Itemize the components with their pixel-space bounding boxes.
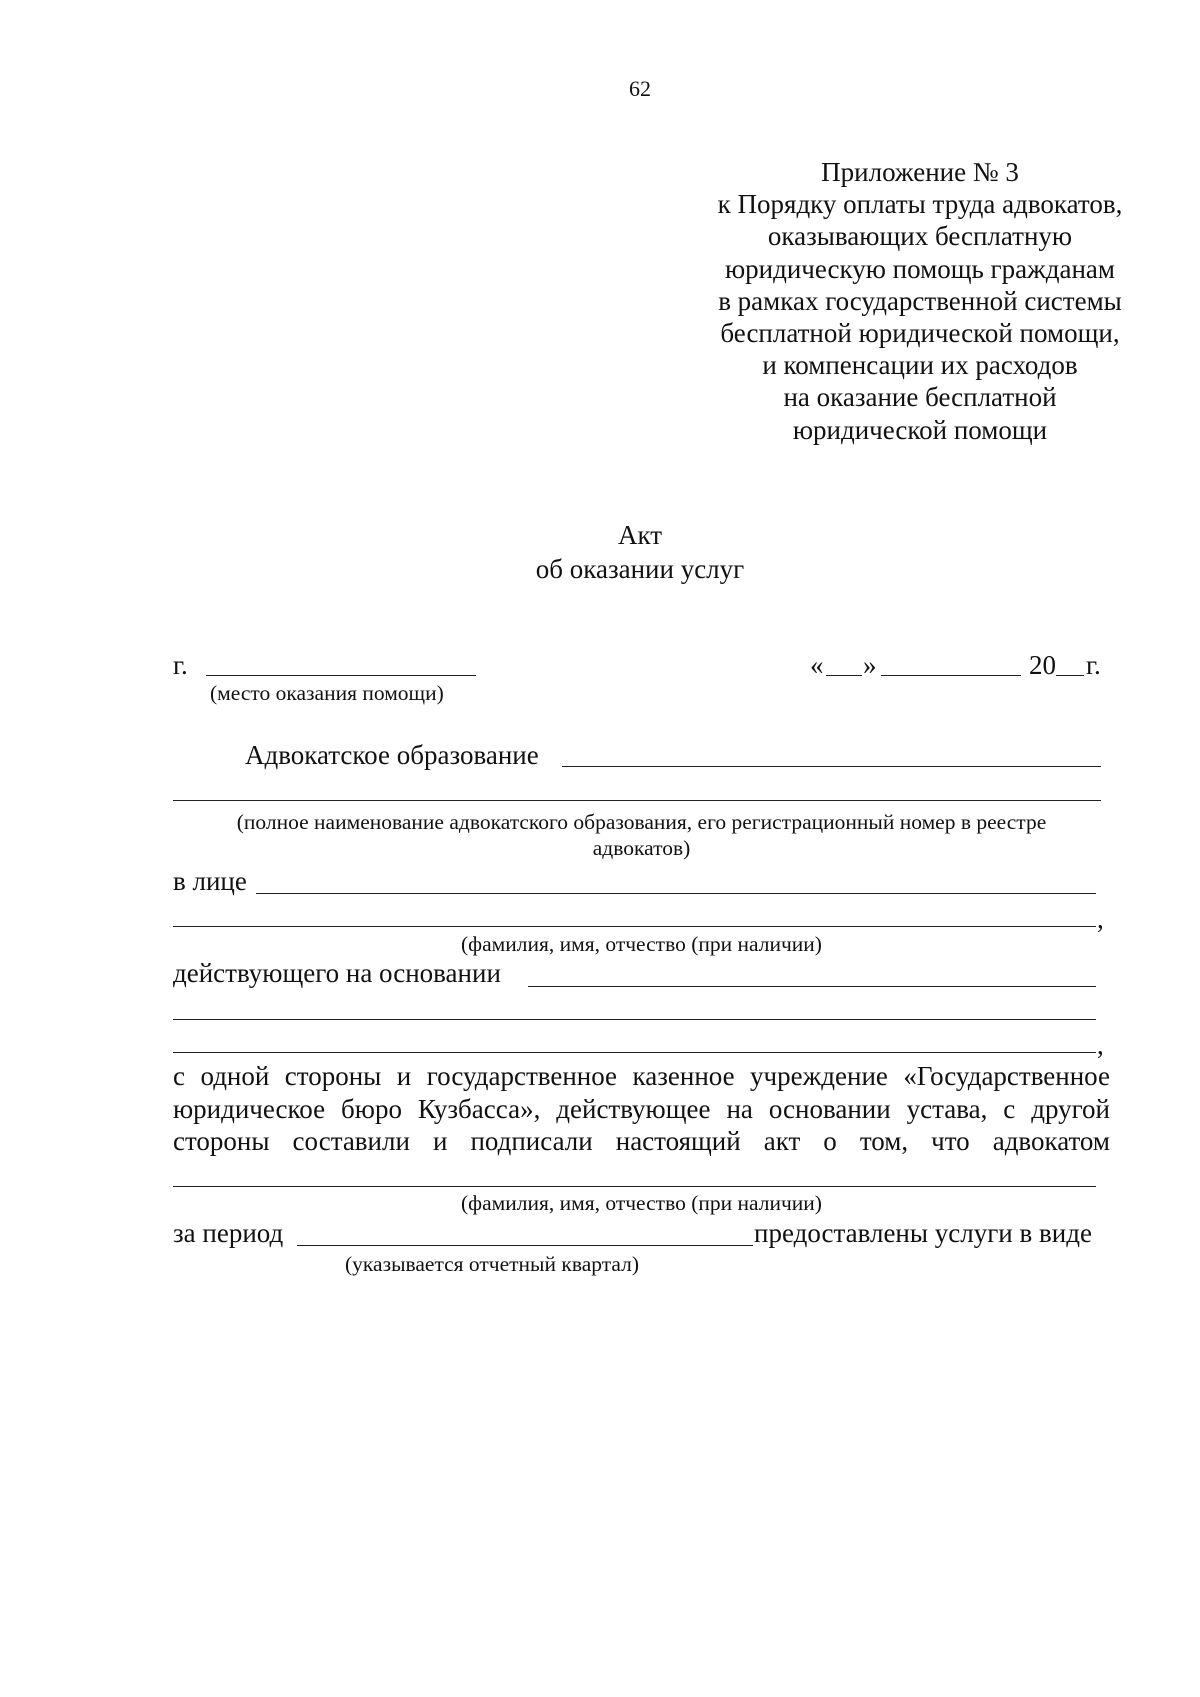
org-name-field[interactable]	[562, 766, 1101, 767]
person-label: в лице	[173, 866, 247, 896]
basis-label: действующего на основании	[173, 958, 501, 988]
year-field[interactable]	[1056, 675, 1084, 676]
appendix-line: оказывающих бесплатную	[767, 221, 1073, 252]
page-number: 62	[629, 76, 651, 101]
place-hint: (место оказания помощи)	[210, 681, 444, 705]
day-field[interactable]	[826, 675, 862, 676]
year-suffix: г.	[1086, 650, 1101, 680]
appendix-header	[660, 156, 1180, 446]
quote-open: «	[810, 650, 824, 680]
appendix-line: юридической помощи	[792, 414, 1048, 445]
person-field-continued[interactable]	[173, 926, 1096, 927]
org-name-field-continued[interactable]	[173, 800, 1101, 801]
org-hint: (полное наименование адвокатского образования, его регистрационный номер в реестре	[236, 810, 1047, 834]
document-title: Акт	[617, 520, 663, 550]
org-label: Адвокатское образование	[245, 740, 539, 770]
appendix-line: на оказание бесплатной	[783, 382, 1057, 413]
services-label: предоставлены услуги в виде	[754, 1218, 1092, 1248]
appendix-line: Приложение № 3	[821, 157, 1019, 187]
advocate-name-field[interactable]	[173, 1186, 1096, 1187]
appendix-line: бесплатной юридической помощи,	[720, 318, 1120, 349]
basis-field-continued-2[interactable]	[173, 1052, 1096, 1053]
appendix-line: в рамках государственной системы	[718, 285, 1122, 316]
fio-hint-2: (фамилия, имя, отчество (при наличии)	[461, 1191, 822, 1215]
period-field[interactable]	[297, 1245, 753, 1246]
period-label: за период	[173, 1218, 284, 1248]
month-field[interactable]	[881, 675, 1021, 676]
fio-hint: (фамилия, имя, отчество (при наличии)	[461, 932, 822, 956]
basis-field-continued[interactable]	[173, 1019, 1096, 1020]
body-line: юридическое бюро Кузбасса», действующее на основании устава, с другой	[173, 1093, 1110, 1124]
basis-field[interactable]	[528, 986, 1096, 987]
document-subtitle: об оказании услуг	[535, 554, 745, 584]
comma: ,	[1097, 1030, 1104, 1060]
appendix-line: к Порядку оплаты труда адвокатов,	[717, 189, 1123, 220]
year-prefix: 20	[1029, 650, 1056, 680]
appendix-line: и компенсации их расходов	[762, 350, 1078, 381]
city-prefix: г.	[173, 650, 188, 680]
period-hint: (указывается отчетный квартал)	[345, 1252, 639, 1276]
body-paragraph	[173, 1060, 1110, 1158]
body-line: стороны составили и подписали настоящий акт о том, что адвокатом	[173, 1126, 1110, 1156]
person-field[interactable]	[256, 893, 1096, 894]
comma: ,	[1097, 904, 1104, 934]
quote-close: »	[863, 650, 877, 680]
org-hint-continued: адвокатов)	[592, 836, 691, 860]
place-field[interactable]	[206, 675, 476, 676]
appendix-line: юридическую помощь гражданам	[724, 253, 1115, 284]
body-line: с одной стороны и государственное казенное учреждение «Государственное	[173, 1061, 1110, 1091]
